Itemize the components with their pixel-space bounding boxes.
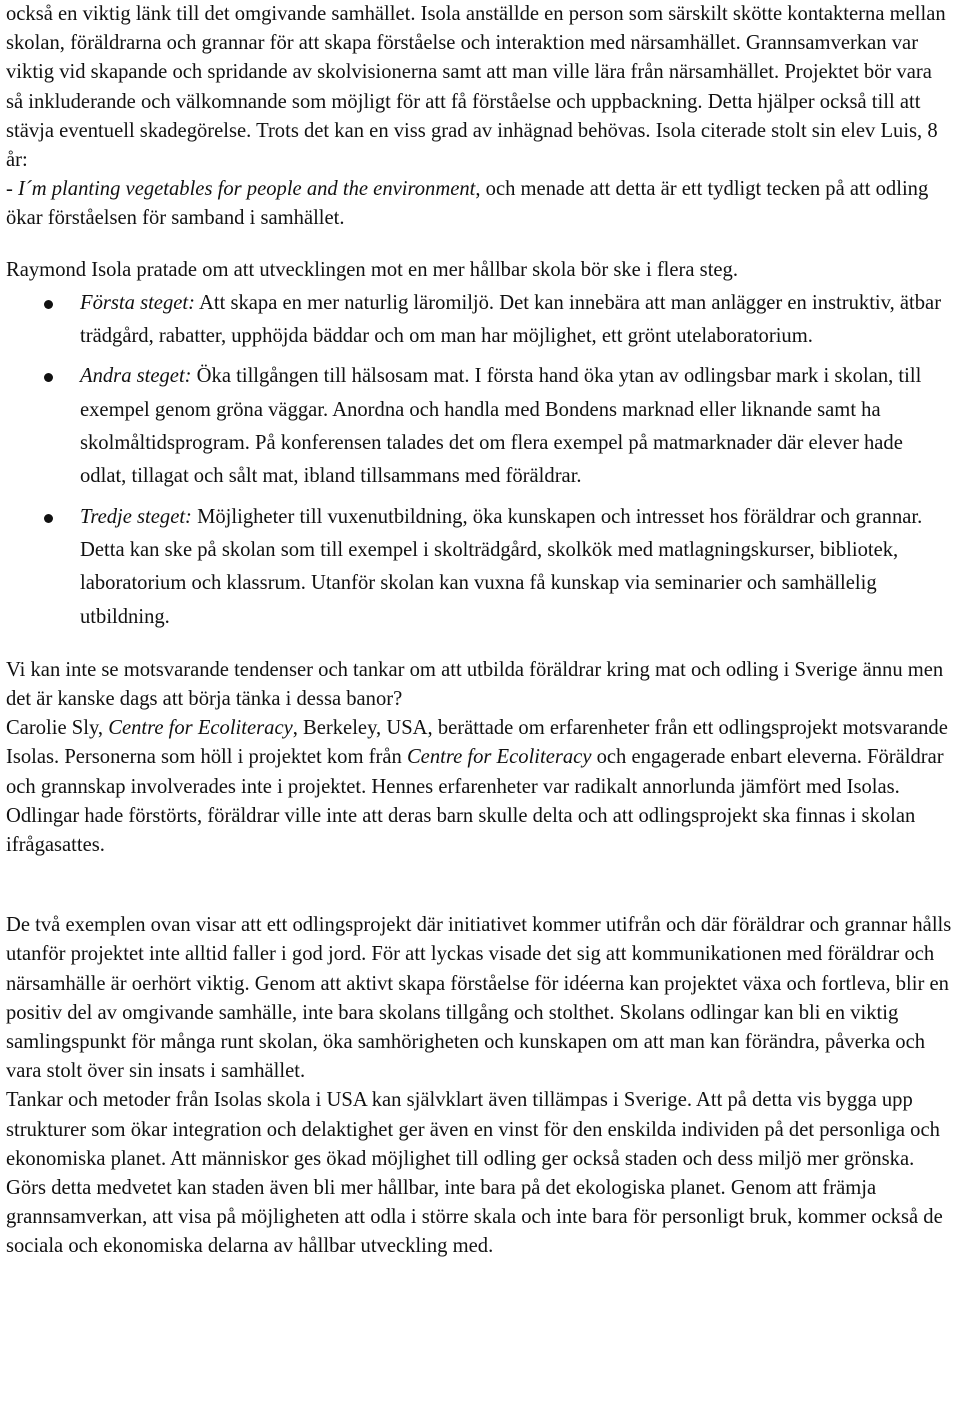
step-text: Att skapa en mer naturlig läromiljö. Det kan innebära att man anlägger en instruktiv, ätbar trädgård, rabatter, upphöjda bäddar och om man har möjlighet, ett grönt utelaboratorium. [80, 291, 942, 348]
bullet-icon [44, 300, 53, 309]
text-segment: och engagerade enbart eleverna. Föräldrar och grannskap involverades inte i projektet. Hennes erfarenheter var radikalt annorlunda jämfört med Isolas. Odlingar hade förstörts, föräldrar ville inte att deras barn skulle delta och att odlingsprojekt ska finnas i skolan ifrågasattes. [6, 746, 944, 857]
steps-list [6, 287, 954, 634]
paragraph-isola-neighbours: också en viktig länk till det omgivande samhället. Isola anställde en person som särskilt skötte kontakterna mellan skolan, föräldrarna och grannar för att skapa förståelse och interaktion med närsamhället. Grannsamverkan var viktig vid skapande och spridande av skolvisionerna samt att man ville lära från närsamhället. Projektet bör vara så inkluderande och välkomnande som möjligt för att få förståelse och uppbackning. Detta hjälper också till att stävja eventuell skadegörelse. Trots det kan en viss grad av inhägnad behövas. Isola citerade stolt sin elev Luis, 8 år: [6, 3, 946, 172]
step-text: Möjligheter till vuxenutbildning, öka kunskapen och intresset hos föräldrar och grannar. Detta kan ske på skolan som till exempel i skolträdgård, skolkök med matlagningskurser, bibliotek, laboratorium och klassrum. Utanför skolan kan vuxna få kunskap via seminarier och samhällelig utbildning. [80, 505, 923, 628]
paragraph-luis-quote [6, 175, 954, 233]
organisation-name: Centre for Ecoliteracy [108, 717, 293, 740]
list-item-step-3 [6, 501, 954, 634]
step-label: Andra steget: [80, 365, 192, 388]
organisation-name: Centre for Ecoliteracy [406, 746, 592, 769]
bullet-icon [44, 514, 53, 523]
paragraph-carolie-sly [6, 714, 954, 860]
step-text: Öka tillgången till hälsosam mat. I första hand öka ytan av odlingsbar mark i skolan, till exempel genom gröna väggar. Anordna och handla med Bondens marknad eller liknande samt ha skolmåltidsprogram. På konferensen talades det om flera exempel på matmarknader där elever hade odlat, tillagat och sålt mat, ibland tillsammans med föräldrar. [80, 365, 922, 488]
quote-comment: , och menade att detta är ett tydligt tecken på att odling ökar förståelsen för samband i samhället. [6, 178, 929, 230]
text-segment: Carolie Sly, [6, 717, 109, 740]
list-item-step-2 [6, 360, 954, 493]
paragraph-sweden: Vi kan inte se motsvarande tendenser och tankar om att utbilda föräldrar kring mat och odling i Sverige ännu men det är kanske dags att börja tänka i dessa banor? [6, 658, 944, 710]
quote-dash: - [6, 178, 19, 201]
paragraph-methods-sweden: Tankar och metoder från Isolas skola i USA kan självklart även tillämpas i Sverige. Att på detta vis bygga upp strukturer som ökar integration och delaktighet ger även en vinst för den enskilda individen på det personliga och ekonomiska planet. Att människor ges ökad möjlighet till odling ger också staden och dess miljö mer grönska. Görs detta medvetet kan staden även bli mer hållbar, inte bara på det ekologiska planet. Genom att främja grannsamverkan, att visa på möjligheten att odla i större skala och inte bara för personligt bruk, kommer också de sociala och ekonomiska delarna av hållbar utveckling med. [6, 1089, 943, 1258]
quote-text: I´m planting vegetables for people and the environment [18, 178, 476, 201]
step-label: Tredje steget: [80, 505, 192, 528]
paragraph-two-examples: De två exemplen ovan visar att ett odlingsprojekt där initiativet kommer utifrån och där föräldrar och grannar hålls utanför projektet inte alltid faller i god jord. För att lyckas visade det sig att kommunikationen med föräldrar och närsamhälle är oerhört viktig. Genom att aktivt skapa förståelse för idéerna kan projektet växa och fortleva, blir en positiv del av omgivande samhälle, inte bara skolans tillgång och stolthet. Skolans odlingar kan bli en viktig samlingspunkt för många runt skolan, öka samhörigheten och kunskapen om att man kan förändra, påverka och vara stolt över sin insats i samhället. [6, 914, 952, 1083]
step-label: Första steget: [80, 291, 195, 314]
text-segment: , Berkeley, USA, berättade om erfarenheter från ett odlingsprojekt motsvarande Isolas. Personerna som höll i projektet kom från [6, 717, 948, 769]
bullet-icon [44, 373, 53, 382]
list-item-step-1 [6, 287, 954, 354]
paragraph-steps-intro: Raymond Isola pratade om att utvecklingen mot en mer hållbar skola bör ske i flera steg. [6, 258, 739, 281]
